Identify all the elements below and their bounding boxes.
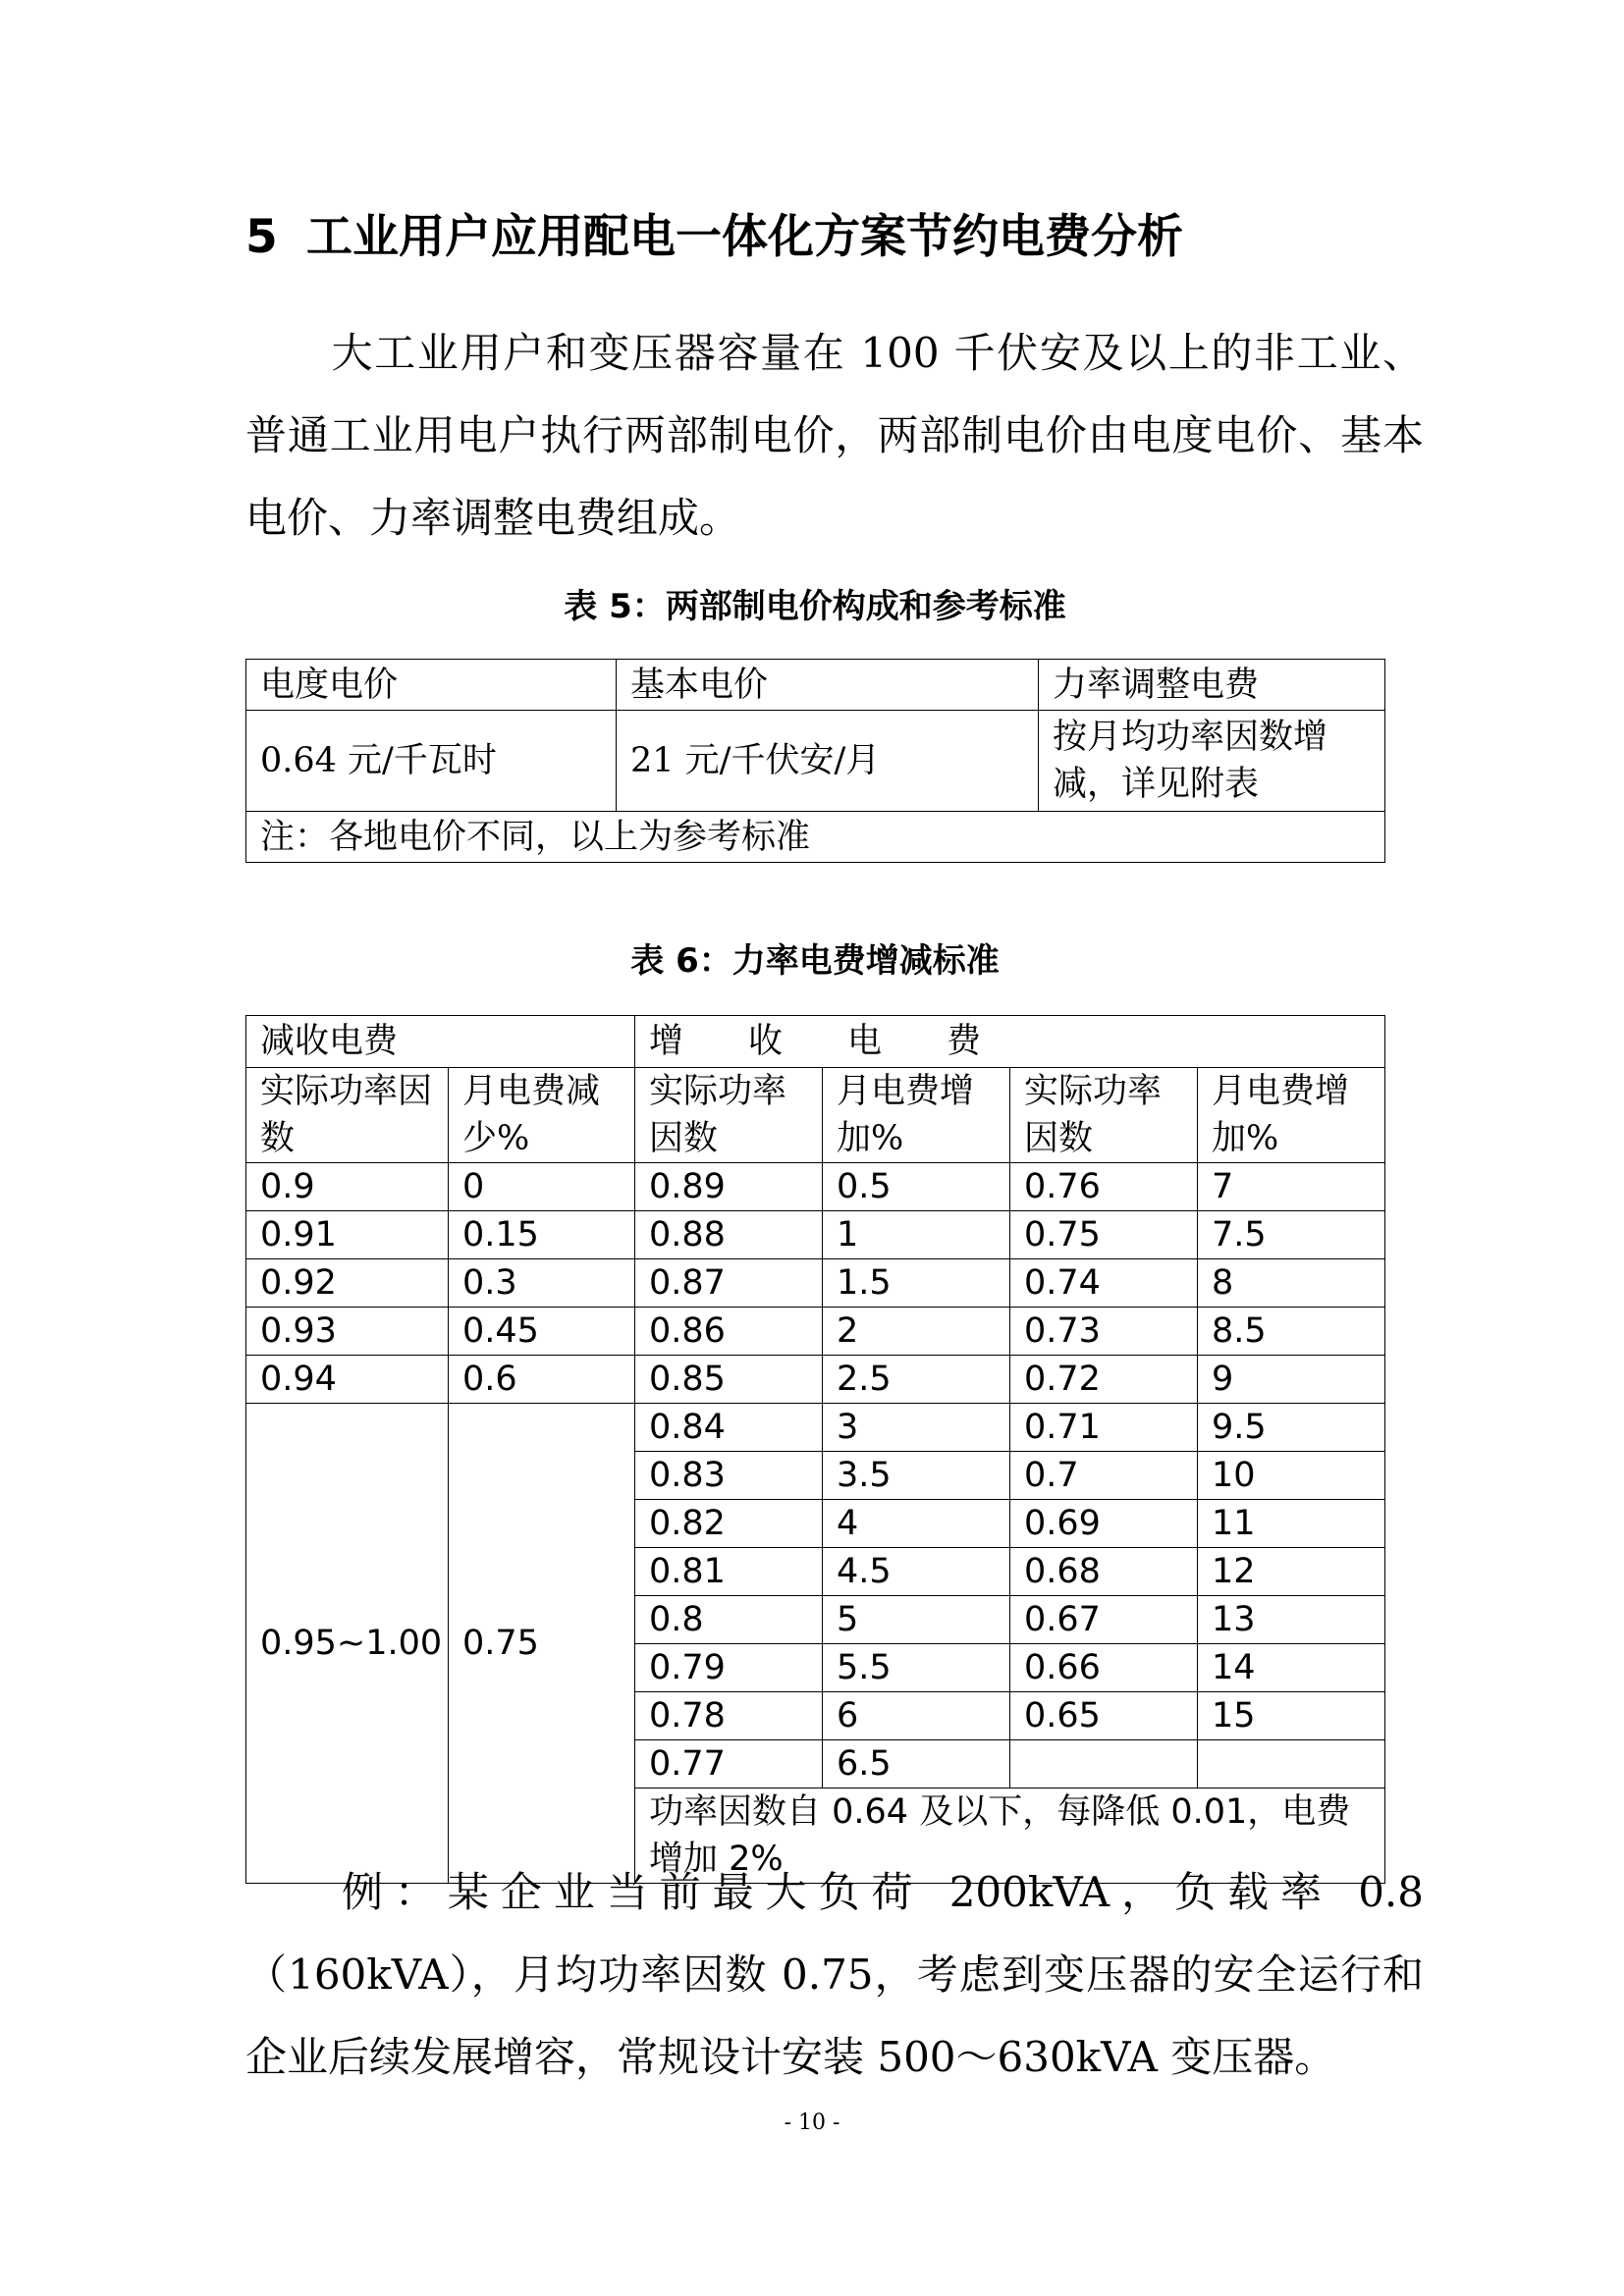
- increase-cell: 9: [1198, 1356, 1385, 1404]
- increase-cell: 4.5: [823, 1548, 1010, 1596]
- table-row: [246, 1308, 1385, 1356]
- increase-cell: 13: [1198, 1596, 1385, 1644]
- increase-cell: 0.83: [635, 1452, 823, 1500]
- reduce-percent-merged-cell: 0.75: [449, 1404, 635, 1884]
- table5: [245, 659, 1385, 863]
- increase-cell: 8: [1198, 1259, 1385, 1308]
- table5-note-row: [246, 812, 1385, 863]
- increase-cell: 0.74: [1010, 1259, 1198, 1308]
- table6-note: 功率因数自 0.64 及以下，每降低 0.01，电费增加 2%: [635, 1789, 1385, 1884]
- increase-cell: 0.65: [1010, 1692, 1198, 1740]
- increase-cell: 5.5: [823, 1644, 1010, 1692]
- increase-cell: 14: [1198, 1644, 1385, 1692]
- increase-cell: 0.81: [635, 1548, 823, 1596]
- increase-cell: 0.8: [635, 1596, 823, 1644]
- page-number: - 10 -: [784, 2110, 840, 2135]
- increase-cell: 11: [1198, 1500, 1385, 1548]
- increase-cell: 0.5: [823, 1163, 1010, 1211]
- increase-cell: 0.84: [635, 1404, 823, 1452]
- increase-cell: 0.85: [635, 1356, 823, 1404]
- table5-cell: 0.64 元/千瓦时: [246, 711, 617, 812]
- table6-subheader-cell: 月电费增加%: [823, 1068, 1010, 1163]
- increase-cell: 0.75: [1010, 1211, 1198, 1259]
- table5-cell: 按月均功率因数增减，详见附表: [1039, 711, 1385, 812]
- table5-header-cell: 电度电价: [246, 660, 617, 711]
- increase-cell: 6: [823, 1692, 1010, 1740]
- reduce-factor-cell: 0.91: [246, 1211, 449, 1259]
- table-row: [246, 1163, 1385, 1211]
- increase-cell: 8.5: [1198, 1308, 1385, 1356]
- table6-group-header-row: [246, 1016, 1385, 1068]
- example-paragraph-text: 例：某企业当前最大负荷 200kVA，负载率 0.8（160kVA），月均功率因数 0.75，考虑到变压器的安全运行和企业后续发展增容，常规设计安装 500～630kVA 变压器。: [245, 1868, 1424, 2081]
- increase-cell: 2.5: [823, 1356, 1010, 1404]
- table-row: [246, 1356, 1385, 1404]
- table5-caption: 表 5：两部制电价构成和参考标准: [564, 587, 1066, 626]
- reduce-factor-cell: 0.92: [246, 1259, 449, 1308]
- increase-cell: 0.72: [1010, 1356, 1198, 1404]
- increase-cell: 12: [1198, 1548, 1385, 1596]
- increase-cell: 0.73: [1010, 1308, 1198, 1356]
- reduce-percent-cell: 0: [449, 1163, 635, 1211]
- increase-cell: 7: [1198, 1163, 1385, 1211]
- increase-cell: 1.5: [823, 1259, 1010, 1308]
- increase-cell: 10: [1198, 1452, 1385, 1500]
- reduce-factor-cell: 0.9: [246, 1163, 449, 1211]
- increase-cell: 0.82: [635, 1500, 823, 1548]
- table6-subheader-cell: 实际功率因数: [246, 1068, 449, 1163]
- table-row: [246, 1259, 1385, 1308]
- table-row: [246, 1404, 1385, 1452]
- increase-cell: 0.69: [1010, 1500, 1198, 1548]
- table6-subheader-cell: 实际功率因数: [635, 1068, 823, 1163]
- table6-body: [246, 1016, 1385, 1884]
- table5-cell: 21 元/千伏安/月: [617, 711, 1039, 812]
- section-heading: [245, 208, 1424, 267]
- increase-cell: 0.88: [635, 1211, 823, 1259]
- section-title: 工业用户应用配电一体化方案节约电费分析: [306, 210, 1183, 264]
- intro-paragraph-text: 大工业用户和变压器容量在 100 千伏安及以上的非工业、普通工业用电户执行两部制电价，两部制电价由电度电价、基本电价、力率调整电费组成。: [245, 329, 1424, 542]
- increase-cell: 6.5: [823, 1740, 1010, 1789]
- table5-header-cell: 基本电价: [617, 660, 1039, 711]
- increase-cell: 3.5: [823, 1452, 1010, 1500]
- reduce-group-header: 减收电费: [246, 1016, 635, 1068]
- increase-cell: 2: [823, 1308, 1010, 1356]
- increase-cell: 3: [823, 1404, 1010, 1452]
- increase-cell: 0.68: [1010, 1548, 1198, 1596]
- table6-subheader-row: [246, 1068, 1385, 1163]
- increase-cell: 0.79: [635, 1644, 823, 1692]
- table5-header-cell: 力率调整电费: [1039, 660, 1385, 711]
- increase-cell: 9.5: [1198, 1404, 1385, 1452]
- increase-cell: 5: [823, 1596, 1010, 1644]
- increase-cell: 0.77: [635, 1740, 823, 1789]
- reduce-percent-cell: 0.15: [449, 1211, 635, 1259]
- table-row: [246, 1211, 1385, 1259]
- table6: [245, 1015, 1385, 1884]
- increase-cell: 0.86: [635, 1308, 823, 1356]
- table6-subheader-cell: 实际功率因数: [1010, 1068, 1198, 1163]
- increase-cell: [1198, 1740, 1385, 1789]
- increase-cell: 7.5: [1198, 1211, 1385, 1259]
- increase-cell: [1010, 1740, 1198, 1789]
- reduce-factor-cell: 0.93: [246, 1308, 449, 1356]
- reduce-percent-cell: 0.45: [449, 1308, 635, 1356]
- intro-paragraph: [245, 312, 1424, 560]
- table5-header-row: [246, 660, 1385, 711]
- reduce-percent-cell: 0.6: [449, 1356, 635, 1404]
- increase-group-header: 增收电费: [635, 1016, 1385, 1068]
- increase-cell: 0.7: [1010, 1452, 1198, 1500]
- table6-caption: 表 6：力率电费增减标准: [630, 941, 1000, 981]
- increase-cell: 15: [1198, 1692, 1385, 1740]
- section-number: 5: [245, 210, 278, 264]
- increase-cell: 0.66: [1010, 1644, 1198, 1692]
- increase-cell: 0.78: [635, 1692, 823, 1740]
- increase-cell: 0.71: [1010, 1404, 1198, 1452]
- increase-cell: 0.87: [635, 1259, 823, 1308]
- reduce-factor-cell: 0.94: [246, 1356, 449, 1404]
- increase-cell: 1: [823, 1211, 1010, 1259]
- table6-subheader-cell: 月电费增加%: [1198, 1068, 1385, 1163]
- increase-cell: 0.76: [1010, 1163, 1198, 1211]
- example-paragraph: [245, 1851, 1424, 2099]
- reduce-percent-cell: 0.3: [449, 1259, 635, 1308]
- table5-row: [246, 711, 1385, 812]
- increase-cell: 4: [823, 1500, 1010, 1548]
- table5-note: 注：各地电价不同，以上为参考标准: [246, 812, 1385, 863]
- increase-cell: 0.67: [1010, 1596, 1198, 1644]
- increase-cell: 0.89: [635, 1163, 823, 1211]
- table6-subheader-cell: 月电费减少%: [449, 1068, 635, 1163]
- reduce-factor-merged-cell: 0.95~1.00: [246, 1404, 449, 1884]
